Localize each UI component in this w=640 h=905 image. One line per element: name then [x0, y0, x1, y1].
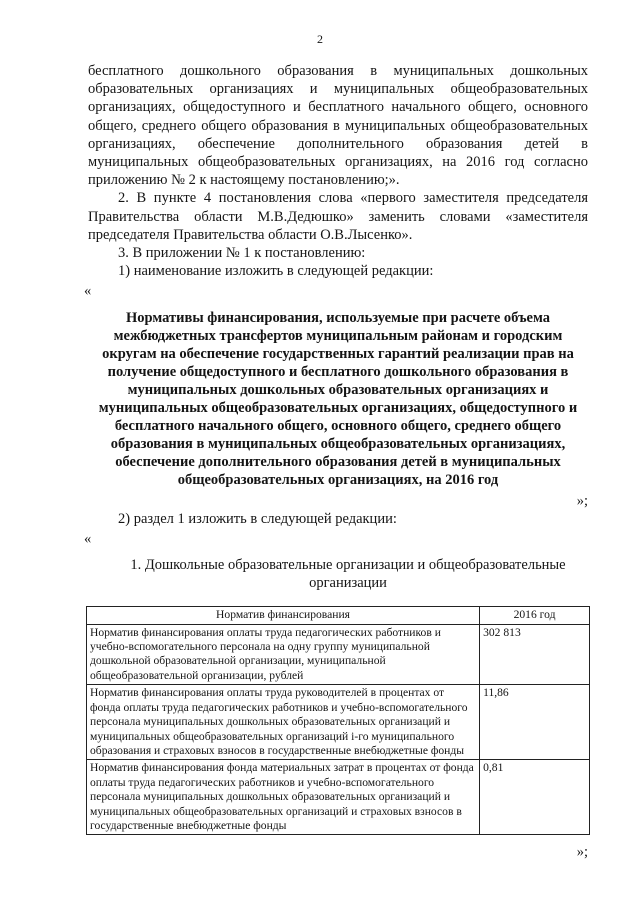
paragraph-item-2: 2. В пункте 4 постановления слова «первого заместителя председателя Правительства области М.В.Дедюшко» заменить словами «заместителя председателя Правительства области О.В.Лысенко».	[88, 190, 588, 243]
paragraph-subitem-1: 1) наименование изложить в следующей редакции:	[118, 263, 434, 280]
page-number: 2	[317, 32, 323, 46]
column-header-norm: Норматив финансирования	[87, 607, 480, 624]
section-title: 1. Дошкольные образовательные организации и общеобразовательные организации	[130, 557, 566, 592]
norms-table	[86, 606, 590, 835]
paragraph-subitem-2: 2) раздел 1 изложить в следующей редакции:	[118, 510, 397, 527]
norms-heading: Нормативы финансирования, используемые при расчете объема межбюджетных трансфертов муниципальным районам и городским округам на обеспечение государственных гарантий реализации прав на получение общедоступного и бесплатного дошкольного образования в муниципальных дошкольных образовательных организациях и муниципальных общеобразовательных организациях, общедоступного и бесплатного начального общего, основного общего, среднего общего образования в муниципальных общеобразовательных организациях, обеспечение дополнительного образования детей в муниципальных общеобразовательных организациях, на 2016 год	[98, 309, 578, 488]
norm-value-cell: 0,81	[480, 760, 590, 835]
opening-quote: «	[84, 531, 92, 548]
table-row	[87, 760, 590, 835]
norm-name-cell: Норматив финансирования оплаты труда руководителей в процентах от фонда оплаты труда педагогических работников и учебно-вспомогательного персонала муниципальных дошкольных образовательных организаций и муниципальных общеобразовательных организаций i-го муниципального образования и страховых взносов в государственные внебюджетные фонды	[87, 685, 480, 760]
table-header-row	[87, 607, 590, 624]
closing-quote: »;	[576, 844, 588, 861]
paragraph-item-3: 3. В приложении № 1 к постановлению:	[118, 245, 366, 262]
table-row	[87, 624, 590, 685]
norm-value-cell: 11,86	[480, 685, 590, 760]
column-header-year: 2016 год	[480, 607, 590, 624]
paragraph-continuation: бесплатного дошкольного образования в муниципальных дошкольных образовательных организациях и муниципальных общеобразовательных организациях, общедоступного и бесплатного начального общего, основного общего, среднего общего образования в муниципальных общеобразовательных организациях, обеспечение дополнительного образования детей в муниципальных общеобразовательных организациях, на 2016 год согласно приложению № 2 к настоящему постановлению;».	[88, 63, 588, 189]
closing-quote: »;	[576, 492, 588, 509]
table-row	[87, 685, 590, 760]
norm-value-cell: 302 813	[480, 624, 590, 685]
norm-name-cell: Норматив финансирования фонда материальных затрат в процентах от фонда оплаты труда педагогических работников и учебно-вспомогательного персонала муниципальных дошкольных образовательных организаций и муниципальных общеобразовательных организаций и страховых взносов в государственные внебюджетные фонды	[87, 760, 480, 835]
norm-name-cell: Норматив финансирования оплаты труда педагогических работников и учебно-вспомогательного персонала на одну группу муниципальной дошкольной образовательной организации, муниципальной общеобразовательной организации, рублей	[87, 624, 480, 685]
opening-quote: «	[84, 283, 92, 300]
document-body	[84, 62, 588, 862]
